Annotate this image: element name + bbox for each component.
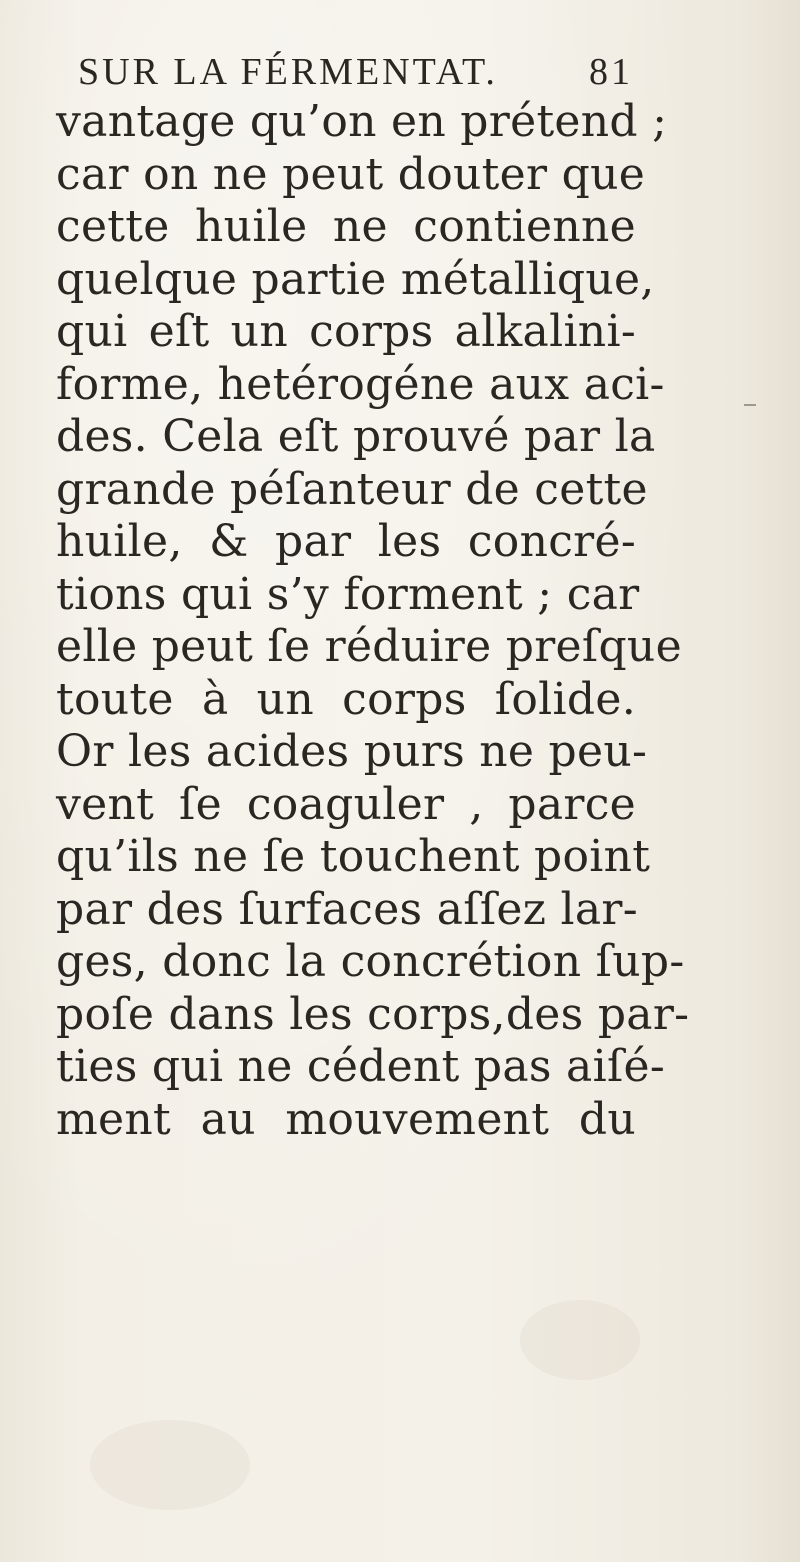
text-line: forme, hetérogéne aux aci- <box>56 358 665 410</box>
running-head-title: SUR LA FÉRMENTAT. <box>78 51 498 93</box>
text-line: grande péſanteur de cette <box>56 463 648 515</box>
text-line: des. Cela eſt prouvé par la <box>56 411 656 462</box>
page-number: 81 <box>589 51 633 93</box>
text-line: huile, & par les concré- <box>56 516 636 567</box>
paper-stain <box>520 1300 640 1380</box>
paper-stain <box>90 1420 250 1510</box>
text-line: vantage qu’on en prétend ; <box>56 96 668 147</box>
text-line: vent ſe coaguler , parce <box>56 778 636 830</box>
text-line: tions qui s’y forment ; car <box>56 568 640 620</box>
text-line: toute à un corps ſolide. <box>56 673 636 725</box>
text-line: car on ne peut douter que <box>56 148 646 200</box>
text-line: cette huile ne contienne <box>56 201 636 252</box>
body-text <box>56 96 690 1146</box>
text-line: elle peut ſe réduire preſque <box>56 621 682 672</box>
text-line: qui eſt un corps alkalini- <box>56 306 636 357</box>
running-head <box>78 48 633 96</box>
margin-mark <box>744 404 756 406</box>
text-line: quelque partie métallique, <box>56 253 655 305</box>
text-line: ment au mouvement du <box>56 1093 636 1145</box>
text-line: ges, donc la concrétion ſup- <box>56 936 685 987</box>
text-line: qu’ils ne ſe touchent point <box>56 831 651 882</box>
text-line: ties qui ne cédent pas aiſé- <box>56 1041 666 1092</box>
text-line: par des ſurfaces aſſez lar- <box>56 883 638 935</box>
text-line: poſe dans les corps,des par- <box>56 988 690 1040</box>
text-line: Or les acides purs ne peu- <box>56 726 648 777</box>
